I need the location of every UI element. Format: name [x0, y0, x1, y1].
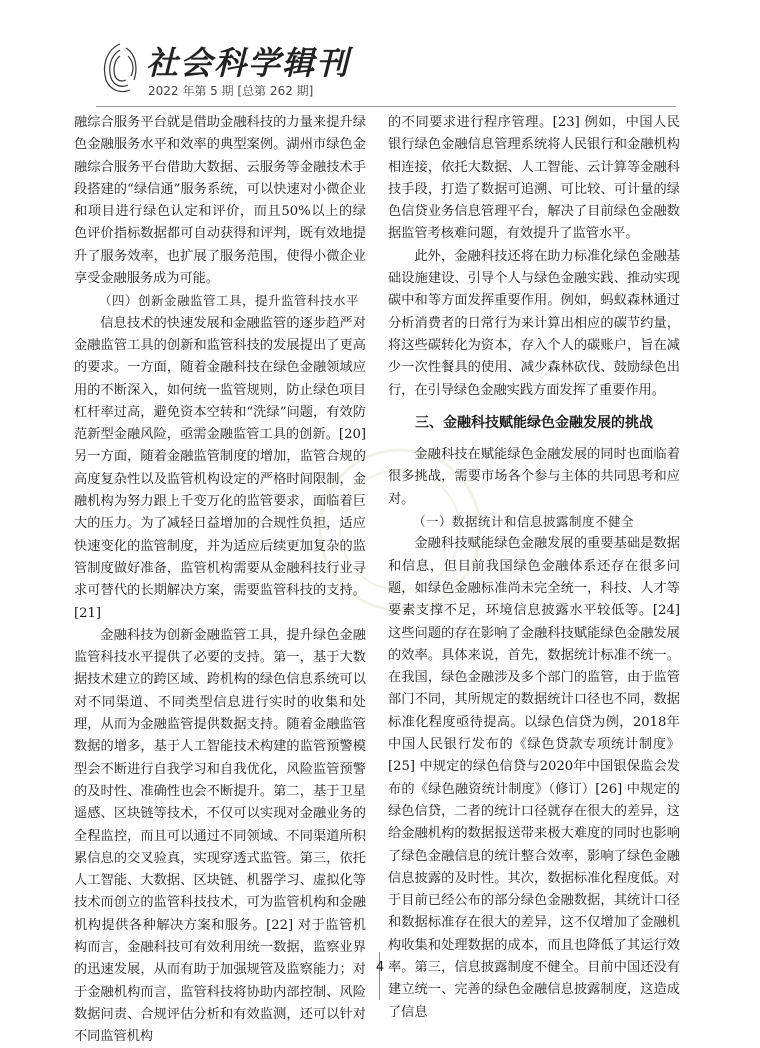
subsection-heading: （四）创新金融监管工具，提升监管科技水平	[99, 293, 360, 309]
page-number: 4	[375, 960, 385, 975]
header-divider	[96, 106, 676, 107]
journal-logo-icon	[96, 40, 144, 96]
paragraph: 金融科技为创新金融监管工具，提升绿色金融监管科技水平提供了必要的支持。第一，基于大数据技术建立的跨区域、跨机构的绿色信息系统可以对不同渠道、不同类型信息进行实时的收集和处理，从而为金融监管提供数据支持。随着金融监管数据的增多，基于人工智能技术构建的监管预警模型会不断进行自我学习和自我优化，风险监管预警的及时性、准确性也会不断提升。第二，基于卫星遥感、区块链等技术，不仅可以实现对金融业务的全程监控，而且可以通过不同领域、不同渠道所积累信息的交叉验真，实现穿透式监管。第三，依托人工智能、大数据、区块链、机器学习、虚拟化等技术而创立的监管科技技术，可为监管机构和金融机构提供各种解决方案和服务。[22] 对于监管机构而言，金融科技可有效利用统一数据，监察业界的迅速发展，从而有助于加强规管及监察能力；对于金融机构而言，监管科技将协助内部控制、风险数据问责、合规评估分析和有效监测，还可以针对不同监管机构	[74, 627, 366, 1045]
paragraph: 融综合服务平台就是借助金融科技的力量来提升绿色金融服务水平和效率的典型案例。湖州市绿色金融综合服务平台借助大数据、云服务等金融技术手段搭建的“绿信通”服务系统，可以快速对小微企业和项目进行绿色认定和评价，而且50%以上的绿色评价指标数据都可自动获得和评判，既有效地提升了服务效率，也扩展了服务范围，使得小微企业享受金融服务成为可能。	[74, 115, 366, 287]
paragraph: 的不同要求进行程序管理。[23] 例如，中国人民银行绿色金融信息管理系统将人民银行和金融机构相连接，依托大数据、人工智能、云计算等金融科技手段，打造了数据可追溯、可比较、可计量的绿色信贷业务信息管理平台，解决了目前绿色金融数据监管考核难问题，有效提升了监管水平。	[388, 115, 680, 242]
paragraph: 金融科技赋能绿色金融发展的重要基础是数据和信息，但目前我国绿色金融体系还存在很多问题，如绿色金融标准尚未完全统一，科技、人才等要素支撑不足，环境信息披露水平较低等。[24] 这些问题的存在影响了金融科技赋能绿色金融发展的效率。具体来说，首先，数据统计标准不统一。在我国，绿色金融涉及多个部门的监管，由于监管部门不同，其所规定的数据统计口径也不同，数据标准化程度亟待提高。以绿色信贷为例，2018年中国人民银行发布的《绿色贷款专项统计制度》[25] 中规定的绿色信贷与2020年中国银保监会发布的《绿色融资统计制度》（修订）[26] 中规定的绿色信贷，二者的统计口径就存在很大的差异，这给金融机构的数据报送带来极大难度的同时也影响了绿色金融信息的统计整合效率，影响了绿色金融信息披露的及时性。其次，数据标准化程度低。对于目前已经公布的部分绿色金融数据，其统计口径和数据标准存在很大的差异，这不仅增加了金融机构收集和处理数据的成本，而且也降低了其运行效率。第三，信息披露制度不健全。目前中国还没有建立统一、完善的绿色金融信息披露制度，这造成了信息	[388, 536, 680, 1020]
paragraph: 此外，金融科技还将在助力标准化绿色金融基础设施建设、引导个人与绿色金融实践、推动实现碳中和等方面发挥重要作用。例如，蚂蚁森林通过分析消费者的日常行为来计算出相应的碳节约量，将这些碳转化为资本，存入个人的碳账户，旨在减少一次性餐具的使用、减少森林砍伐、鼓励绿色出行，在引导绿色金融实践方面发挥了重要作用。	[388, 248, 680, 398]
left-column	[74, 112, 366, 1048]
section-title: 三、金融科技赋能绿色金融发展的挑战	[415, 414, 653, 431]
right-column	[388, 112, 680, 1024]
journal-header	[96, 36, 356, 106]
journal-title: 社会科学辑刊	[146, 44, 351, 82]
subsection-heading: （一）数据统计和信息披露制度不健全	[413, 514, 635, 530]
paragraph: 金融科技在赋能绿色金融发展的同时也面临着很多挑战，需要市场各个参与主体的共同思考和应对。	[388, 447, 680, 507]
paragraph: 信息技术的快速发展和金融监管的逐步趋严对金融监管工具的创新和监管科技的发展提出了更高的要求。一方面，随着金融科技在绿色金融领域应用的不断深入，如何统一监管规则，防止绿色项目杠杆率过高，避免资本空转和“洗绿”问题，有效防范新型金融风险，亟需金融监管工具的创新。[20] 另一方面，随着金融监管制度的增加，监管合规的高度复杂性以及监管机构设定的严格时间限制，金融机构为努力跟上千变万化的监管要求，面临着巨大的压力。为了减轻日益增加的合规性负担，适应快速变化的监管制度，并为适应后续更加复杂的监管制度做好准备，监管机构需要从金融科技行业寻求可替代的长期解决方案，需要监管科技的支持。[21]	[74, 315, 366, 621]
issue-line: 2022 年第 5 期 [总第 262 期]	[148, 84, 314, 98]
